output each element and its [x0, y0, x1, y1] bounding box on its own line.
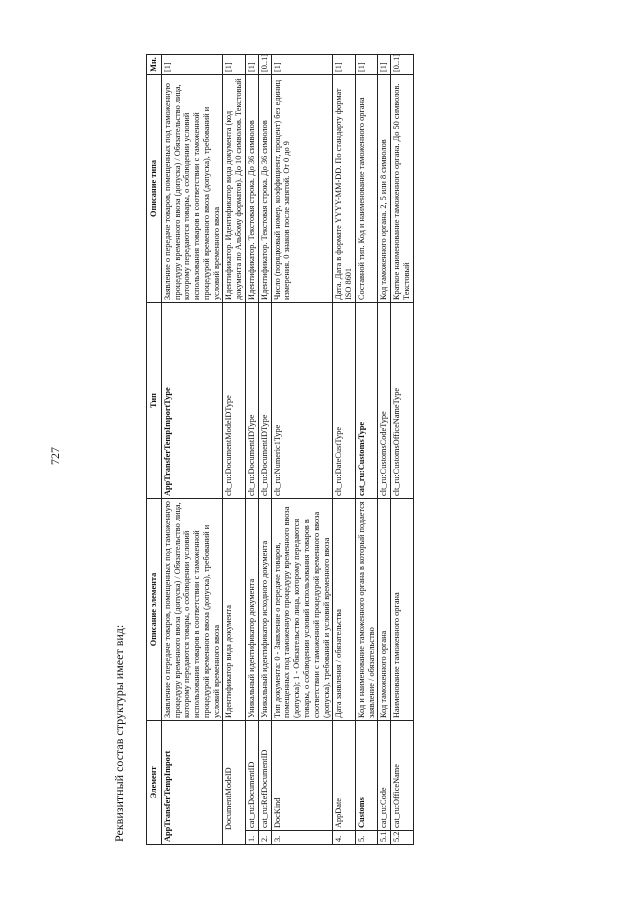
- row-description: Уникальный идентификатор документа: [246, 498, 259, 720]
- header-multiplicity: Мн.: [147, 54, 162, 74]
- row-multiplicity: [1]: [271, 54, 333, 74]
- row-description: Уникальный идентификатор исходного документа: [258, 498, 271, 720]
- row-multiplicity: [1]: [333, 54, 356, 74]
- row-element: cat_ru:DocumentID: [246, 720, 259, 830]
- table-row: [271, 54, 333, 844]
- row-type: clt_ru:DateCustType: [333, 302, 356, 498]
- table-row: [391, 54, 414, 844]
- row-type-description: Идентификатор. Текстовая строка. До 36 символов: [258, 74, 271, 302]
- row-type: AppTransferTempImportType: [161, 302, 223, 498]
- requisite-table: [146, 55, 550, 845]
- row-element: Customs: [355, 720, 378, 830]
- row-type: cat_ru:CustomsType: [355, 302, 378, 498]
- row-type-description: Число (порядковый номер, коэффициент, процент) без единиц измерения. 0 знаков после запятой. От 0 до 9: [271, 74, 333, 302]
- row-type-description: Дата. Дата в формате YYYY-MM-DD. По стандарту формат ISO 8601: [333, 74, 356, 302]
- table-row: [246, 54, 259, 844]
- table-row: [355, 54, 378, 844]
- row-type: clt_ru:DocumentIDType: [246, 302, 259, 498]
- table-row: [161, 54, 223, 844]
- row-description: Тип документа: 0 - Заявление о передаче товаров, помещенных под таможенную процедуру временного ввоза (допуска); 1 - Обязательство лица, которому передаются товары, о соблюдении условий использования товаров в соответствии с таможенной процедурой временного ввоза (допуска), требований и условий временного ввоза: [271, 498, 333, 720]
- page-number: 727: [48, 447, 62, 465]
- row-element: cat_ru:Code: [378, 720, 391, 830]
- row-element: AppTransferTempImport: [161, 720, 223, 844]
- table-row: [378, 54, 391, 844]
- table-row: [223, 54, 246, 844]
- table-row: [258, 54, 271, 844]
- header-type-description: Описание типа: [147, 74, 162, 302]
- row-type: clt_ru:DocumentModeIDType: [223, 302, 246, 498]
- header-element: Элемент: [147, 720, 162, 844]
- row-number: 4.: [333, 831, 356, 845]
- row-element: cat_ru:RefDocumentID: [258, 720, 271, 830]
- row-element: DocumentModeID: [223, 720, 246, 844]
- row-type-description: Заявление о передаче товаров, помещенных под таможенную процедуру временного ввоза (допуска) / Обязательство лица, которому передаются товары, о соблюдении условий использования товаров в соответствии с таможенной процедурой временного ввоза (допуска), требований и условий временного ввоза: [161, 74, 223, 302]
- row-description: Наименование таможенного органа: [391, 498, 414, 720]
- row-multiplicity: [1]: [355, 54, 378, 74]
- row-description: Идентификатор вида документа: [223, 498, 246, 720]
- row-number: 1.: [246, 831, 259, 845]
- row-element: AppDate: [333, 720, 356, 830]
- row-type: clt_ru:DocumentIDType: [258, 302, 271, 498]
- row-type: clt_ru:CustomsOfficeNameType: [391, 302, 414, 498]
- row-multiplicity: [1]: [246, 54, 259, 74]
- row-description: Код таможенного органа: [378, 498, 391, 720]
- header-type: Тип: [147, 302, 162, 498]
- row-multiplicity: [1]: [161, 54, 223, 74]
- row-number: 5.1.: [378, 831, 391, 845]
- row-type-description: Идентификатор. Текстовая строка. До 36 символов: [246, 74, 259, 302]
- header-description: Описание элемента: [147, 498, 162, 720]
- row-number: 2.: [258, 831, 271, 845]
- row-multiplicity: [1]: [223, 54, 246, 74]
- row-description: Дата заявления / обязательства: [333, 498, 356, 720]
- row-multiplicity: [0..1]: [258, 54, 271, 74]
- row-number: 5.: [355, 831, 378, 845]
- intro-text: Реквизитный состав структуры имеет вид:: [112, 624, 126, 842]
- row-type-description: Идентификатор. Идентификатор вида документа (код документа по Альбому форматов). До 10 символов. Текстовый: [223, 74, 246, 302]
- row-number: 5.2.: [391, 831, 414, 845]
- table-header-row: [147, 54, 162, 844]
- row-description: Код и наименование таможенного органа в который подается заявление / обязательство: [355, 498, 378, 720]
- row-number: 3.: [271, 831, 333, 845]
- row-element: cat_ru:OfficeName: [391, 720, 414, 830]
- row-multiplicity: [0..1]: [391, 54, 414, 74]
- row-type: clt_ru:CustomsCodeType: [378, 302, 391, 498]
- row-type-description: Составной тип. Код и наименование таможенного органа: [355, 74, 378, 302]
- row-description: Заявление о передаче товаров, помещенных под таможенную процедуру временного ввоза (допуска) / Обязательство лица, которому передаются товары, о соблюдении условий использования товаров в соответствии с таможенной процедурой временного ввоза (допуска), требований и условий временного ввоза: [161, 498, 223, 720]
- row-type: clt_ru:Numeric1Type: [271, 302, 333, 498]
- row-multiplicity: [1]: [378, 54, 391, 74]
- row-type-description: Код таможенного органа. 2, 5 или 8 символов: [378, 74, 391, 302]
- row-type-description: Краткое наименование таможенного органа. До 50 символов. Текстовый: [391, 74, 414, 302]
- row-element: DocKind: [271, 720, 333, 830]
- table-row: [333, 54, 356, 844]
